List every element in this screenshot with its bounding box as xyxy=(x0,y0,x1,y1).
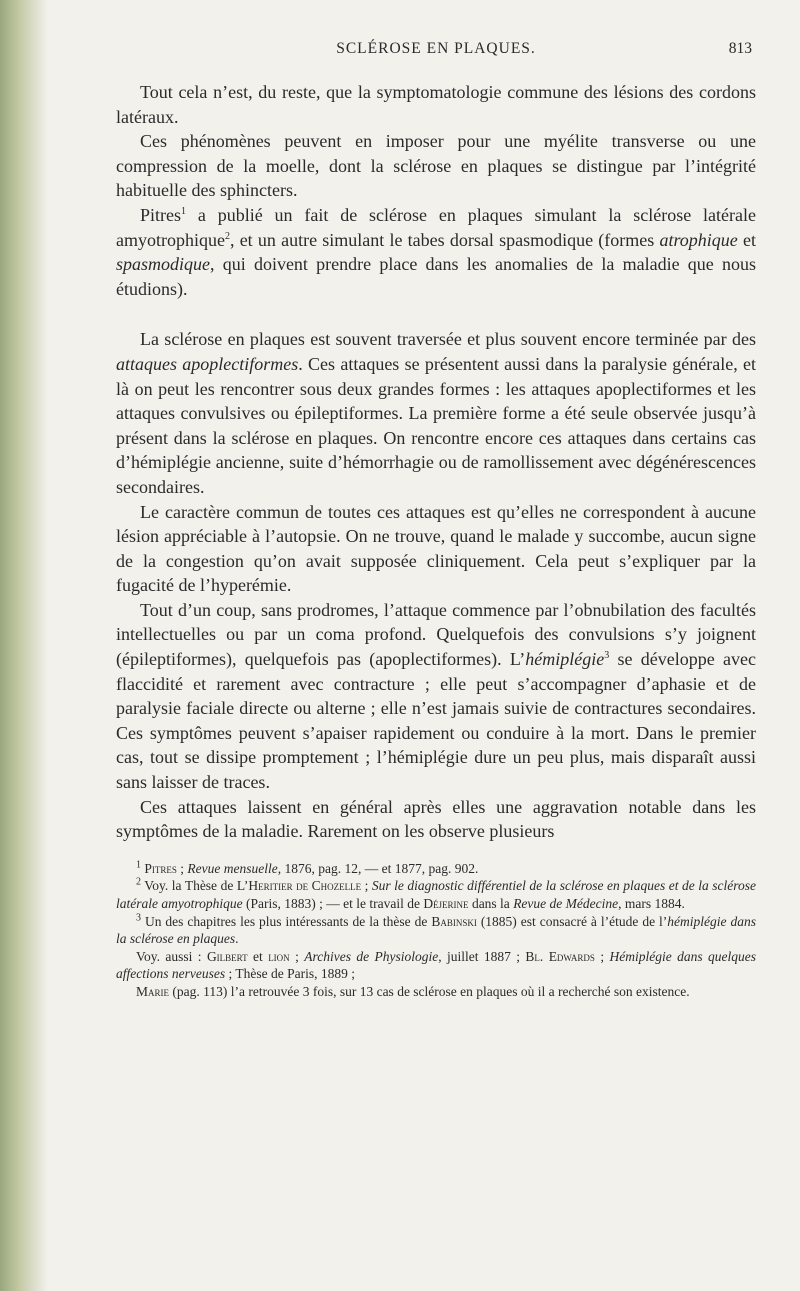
running-title: SCLÉROSE EN PLAQUES. xyxy=(336,40,536,57)
footnote-ref: 3 xyxy=(604,650,610,662)
footnote-ref: 1 xyxy=(181,205,187,217)
footnote: $^3$ Un des chapitres les plus intéressants de la thèse de Babinski (1885) est consacré à l’étude de l’hémiplégie dans la sclérose en plaques. xyxy=(116,912,756,947)
paragraph: Pitres$^1$ a publié un fait de sclérose en plaques simulant la sclérose latérale amyotrophique$^2$, et un autre simulant le tabes dorsal spasmodique (formes atrophique et spasmodique, qui doivent prendre place dans les anomalies de la maladie que nous étudions). xyxy=(116,204,756,299)
paragraph: Ces attaques laissent en général après elles une aggravation notable dans les symptômes de la maladie. Rarement on les observe plusieurs xyxy=(116,796,756,842)
footnote: $^2$ Voy. la Thèse de L’Heritier de Chozelle ; Sur le diagnostic différentiel de la sclérose en plaques et de la sclérose latérale amyotrophique (Paris, 1883) ; — et le travail de Déjerine dans la Revue de Médecine, mars 1884. xyxy=(116,876,756,911)
paragraph: Tout d’un coup, sans prodromes, l’attaque commence par l’obnubilation des facultés intellectuelles ou par un coma profond. Quelquefois des convulsions s’y joignent (épileptiformes), quelquefois pas (apoplectiformes). L’hémiplégie$^3$ se développe avec flaccidité et rarement avec contracture ; elle peut s’accompagner d’aphasie et de paralysie faciale directe ou alterne ; elle n’est jamais suivie de contractures secondaires. Ces symptômes peuvent s’apaiser rapidement ou conduire à la mort. Dans le premier cas, tout se dissipe promptement ; l’hémiplégie dure un peu plus, mais disparaît aussi sans laisser de traces. xyxy=(116,599,756,793)
footnote-ref: 2 xyxy=(224,230,230,242)
paragraph: Le caractère commun de toutes ces attaques est qu’elles ne correspondent à aucune lésion appréciable à l’autopsie. On ne trouve, quand le malade y succombe, aucun signe de la congestion qu’on avait supposée cliniquement. Cela peut s’expliquer par la fugacité de l’hyperémie. xyxy=(116,501,756,596)
footnote: Marie (pag. 113) l’a retrouvée 3 fois, sur 13 cas de sclérose en plaques où il a recherché son existence. xyxy=(136,983,690,999)
paragraph: La sclérose en plaques est souvent traversée et plus souvent encore terminée par des attaques apoplectiformes. Ces attaques se présentent aussi dans la paralysie générale, et là on peut les rencontrer sous deux grandes formes : les attaques apoplectiformes et les attaques convulsives ou épileptiformes. La première forme a été seule observée jusqu’à présent dans la sclérose en plaques. On rencontre encore ces attaques dans certains cas d’hémiplégie ancienne, suite d’hémorrhagie ou de ramollissement avec dégénérescences secondaires. xyxy=(116,329,756,497)
book-binding-edge xyxy=(0,0,48,1291)
footnote: Voy. aussi : Gilbert et lion ; Archives de Physiologie, juillet 1887 ; Bl. Edwards ; Hémiplégie dans quelques affections nerveuses ; Thèse de Paris, 1889 ; xyxy=(116,948,756,982)
body-text xyxy=(116,80,756,844)
footnote: $^1$ Pitres ; Revue mensuelle, 1876, pag. 12, — et 1877, pag. 902. xyxy=(136,859,479,876)
paragraph: Ces phénomènes peuvent en imposer pour une myélite transverse ou une compression de la moelle, dont la sclérose en plaques se distingue par l’intégrité habituelle des sphincters. xyxy=(116,131,756,201)
running-header xyxy=(116,40,756,80)
book-page xyxy=(116,0,756,1001)
footnotes xyxy=(116,860,756,1001)
paragraph: Tout cela n’est, du reste, que la symptomatologie commune des lésions des cordons latéraux. xyxy=(116,82,756,127)
page-number: 813 xyxy=(728,40,752,57)
